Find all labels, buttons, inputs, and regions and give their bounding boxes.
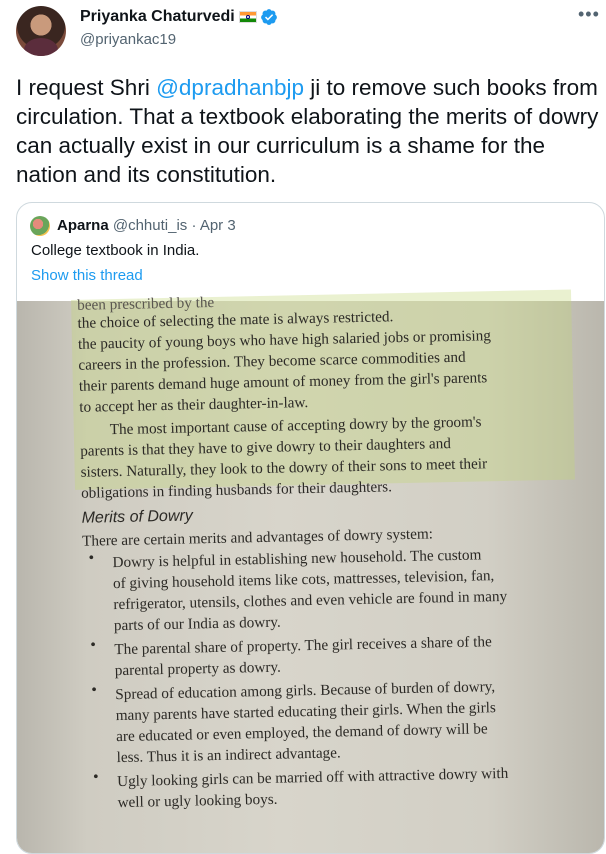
author-avatar[interactable] (16, 6, 66, 56)
separator-dot: · (191, 217, 197, 234)
quoted-tweet[interactable] (16, 202, 605, 854)
bullet-line: less. Thus it is an indirect advantage. (116, 744, 341, 767)
text-line: the choice of selecting the mate is always restricted. (77, 308, 394, 332)
quoted-author-avatar[interactable] (30, 216, 50, 236)
bullet-line: well or ugly looking boys. (117, 790, 278, 812)
tweet-text (16, 73, 606, 189)
bullet-line: Ugly looking girls can be married off with attractive dowry with (116, 764, 509, 791)
bullet-icon: • (88, 549, 95, 567)
text-line: obligations in finding husbands for their daughters. (80, 478, 393, 502)
text-line: The most important cause of accepting dowry by the groom's (109, 413, 482, 439)
bullet-icon: • (92, 768, 99, 786)
text-line: sisters. Naturally, they look to the dowry of their sons to meet their (80, 455, 488, 481)
author-handle[interactable]: @priyankac19 (80, 31, 177, 48)
quoted-tweet-text: College textbook in India. (31, 242, 200, 259)
text-line: the paucity of young boys who have high salaried jobs or promising (77, 327, 492, 353)
section-intro: There are certain merits and advantages of dowry system: (81, 525, 434, 550)
bullet-line: Dowry is helpful in establishing new household. The custom (112, 546, 482, 572)
text-line: their parents demand huge amount of money from the girl's parents (78, 369, 488, 395)
bullet-line: The parental share of property. The girl receives a share of the (114, 633, 492, 659)
text-line: careers in the profession. They become scarce commodities and (78, 348, 466, 374)
textbook-page (16, 295, 605, 854)
section-heading: Merits of Dowry (81, 507, 193, 527)
mention-link[interactable]: @dpradhanbjp (156, 75, 305, 100)
more-horizontal-icon[interactable]: ••• (578, 4, 600, 24)
quoted-author-name[interactable]: Aparna (57, 217, 109, 234)
bullet-icon: • (91, 681, 98, 699)
author-name[interactable]: Priyanka Chaturvedi (80, 8, 235, 25)
text-line: to accept her as their daughter-in-law. (79, 394, 309, 416)
bullet-line: parental property as dowry. (114, 658, 282, 680)
show-thread-link[interactable]: Show this thread (31, 267, 143, 284)
bullet-line: many parents have started educating their girls. When the girls (115, 699, 497, 725)
quoted-tweet-header (57, 217, 236, 234)
text-line: parents is that they have to give dowry to their daughters and (80, 435, 452, 460)
verified-badge-icon (260, 8, 278, 26)
author-name-row[interactable] (80, 8, 278, 26)
textbook-photo[interactable] (17, 293, 604, 854)
bullet-line: Spread of education among girls. Because of burden of dowry, (115, 678, 496, 704)
tweet-text-start: I request Shri (16, 75, 157, 100)
bullet-line: of giving household items like cots, mattresses, television, fan, (112, 567, 495, 593)
bullet-line: refrigerator, utensils, clothes and even vehicle are found in many (113, 587, 508, 614)
tweet-text-end: ji to remove such books from circulation. That a textbook elaborating the merits of dowry can actually exist in our curriculum is a shame for the nation and its constitution. (16, 75, 599, 187)
bullet-icon: • (90, 636, 97, 654)
india-flag-icon (239, 11, 257, 23)
quoted-author-handle[interactable]: @chhuti_is (112, 217, 188, 234)
bullet-line: parts of our India as dowry. (113, 613, 281, 635)
quoted-tweet-date[interactable]: Apr 3 (199, 217, 236, 234)
bullet-line: are educated or even employed, the demand of dowry will be (116, 720, 488, 746)
text-line: been prescribed by the (76, 293, 215, 314)
